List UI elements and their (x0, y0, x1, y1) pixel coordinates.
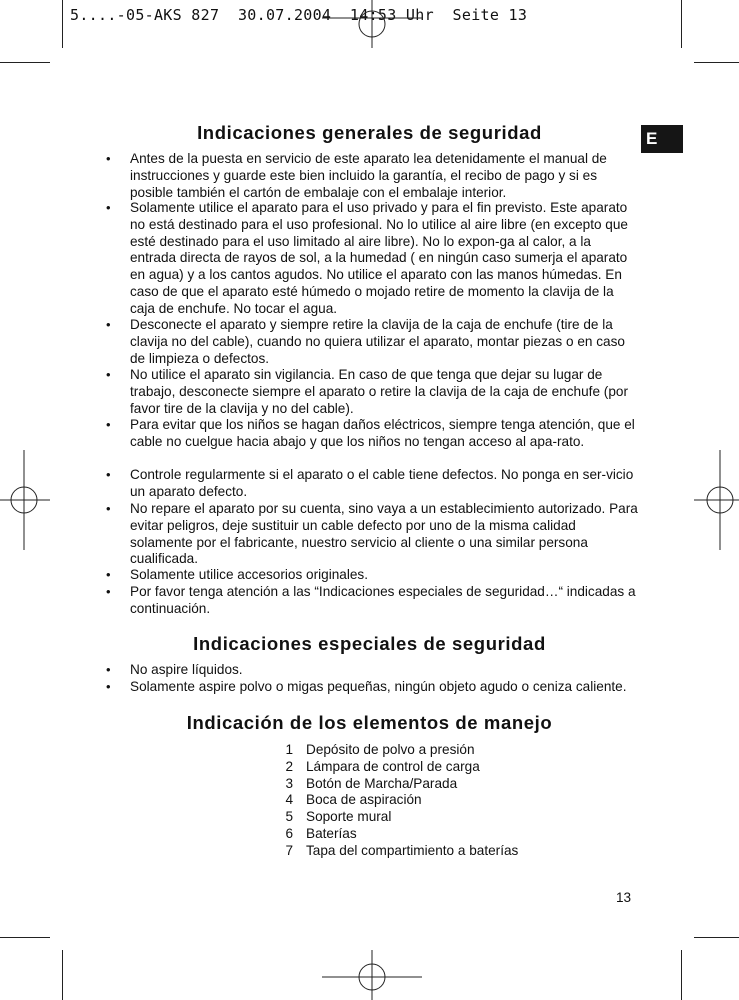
control-label: Soporte mural (306, 809, 392, 824)
list-item-text: Solamente utilice accesorios originales. (130, 567, 369, 582)
control-number: 6 (285, 826, 293, 841)
bullet-icon: • (106, 662, 111, 677)
crop-mark (694, 937, 739, 938)
list-item (106, 367, 640, 417)
list-item (106, 317, 640, 367)
control-number: 3 (285, 776, 293, 791)
list-item (106, 417, 640, 451)
crop-mark (681, 950, 682, 1000)
bullet-icon: • (106, 679, 111, 694)
control-label: Tapa del compartimiento a baterías (306, 843, 519, 858)
list-item (106, 501, 640, 568)
list-item-text: Antes de la puesta en servicio de este aparato lea detenidamente el manual de instrucciones y guarde este bien incluido la garantía, el recibo de pago y si es posible también el cartón de embalaje con el embalaje interior. (130, 151, 607, 200)
bullet-icon: • (106, 567, 111, 582)
list-item (106, 662, 640, 679)
list-item-text: Solamente aspire polvo o migas pequeñas, ningún objeto agudo o ceniza caliente. (130, 679, 627, 694)
list-item (106, 200, 640, 318)
crop-mark (62, 950, 63, 1000)
list-item (106, 151, 640, 201)
crop-mark (0, 937, 50, 938)
list-item (106, 567, 640, 584)
crop-mark (0, 62, 50, 63)
bullet-icon: • (106, 200, 111, 215)
control-number: 4 (285, 792, 293, 807)
special-safety-heading: Indicaciones especiales de seguridad (193, 633, 546, 654)
control-label: Depósito de polvo a presión (306, 742, 475, 757)
registration-mark-icon (322, 0, 422, 50)
crop-mark (694, 62, 739, 63)
list-item-text: Solamente utilice el aparato para el uso privado y para el fin previsto. Este aparato no está destinado para el uso profesional. No lo utilice al aire libre (en excepto que esté destinado para el uso limitado al aire libre). No lo expon-ga al calor, a la entrada directa de rayos de sol, a la humedad ( en ningún caso sumerja el aparato en agua) y a los cantos agudos. No utilice el aparato con las manos húmedas. En caso de que el aparato esté húmedo o mojado retire de momento la clavija de la caja de enchufe. No tocar el agua. (130, 200, 628, 316)
list-item-text: Desconecte el aparato y siempre retire la clavija de la caja de enchufe (tire de la clavija no del cable), cuando no quiera utilizar el aparato, montar piezas o en caso de limpieza o defectos. (130, 317, 625, 366)
bullet-icon: • (106, 367, 111, 382)
control-number: 1 (285, 742, 293, 757)
print-header: 5....-05-AKS 827 30.07.2004 14:53 Uhr Seite 13 (70, 6, 528, 24)
control-number: 5 (285, 809, 293, 824)
bullet-icon: • (106, 501, 111, 516)
crop-mark (681, 0, 682, 48)
list-item-text: No aspire líquidos. (130, 662, 243, 677)
control-label: Lámpara de control de carga (306, 759, 480, 774)
language-tab: E (641, 125, 683, 153)
list-item-text: Para evitar que los niños se hagan daños eléctricos, siempre tenga atención, que el cable no cuelgue hacia abajo y que los niños no tengan acceso al apa-rato. (130, 417, 635, 449)
bullet-icon: • (106, 584, 111, 599)
crop-mark (62, 0, 63, 48)
registration-mark-icon (0, 450, 50, 550)
list-item-text: No utilice el aparato sin vigilancia. En caso de que tenga que dejar su lugar de trabajo, desconecte siempre el aparato o retire la clavija de la caja de enchufe (por favor tire de la clavija y no del cable). (130, 367, 628, 416)
control-label: Boca de aspiración (306, 792, 422, 807)
bullet-icon: • (106, 151, 111, 166)
controls-heading: Indicación de los elementos de manejo (186, 712, 553, 733)
list-item-text: Por favor tenga atención a las “Indicaciones especiales de seguridad…“ indicadas a continuación. (130, 584, 636, 616)
list-item-text: No repare el aparato por su cuenta, sino vaya a un establecimiento autorizado. Para evitar peligros, deje sustituir un cable defecto por uno de la misma calidad solamente por el fabricante, nuestro servicio al cliente o una similar persona cualificada. (130, 501, 638, 567)
registration-mark-icon (322, 950, 422, 1000)
list-item (106, 467, 640, 501)
control-number: 7 (285, 843, 293, 858)
list-item (106, 584, 640, 618)
registration-mark-icon (694, 450, 739, 550)
bullet-icon: • (106, 417, 111, 432)
control-label: Baterías (306, 826, 357, 841)
control-label: Botón de Marcha/Parada (306, 776, 458, 791)
list-item-text: Controle regularmente si el aparato o el cable tiene defectos. No ponga en ser-vicio un aparato defecto. (130, 467, 634, 499)
bullet-icon: • (106, 467, 111, 482)
page-number: 13 (616, 890, 632, 905)
general-safety-heading: Indicaciones generales de seguridad (197, 122, 542, 143)
control-number: 2 (285, 759, 293, 774)
list-item (106, 679, 640, 696)
bullet-icon: • (106, 317, 111, 332)
